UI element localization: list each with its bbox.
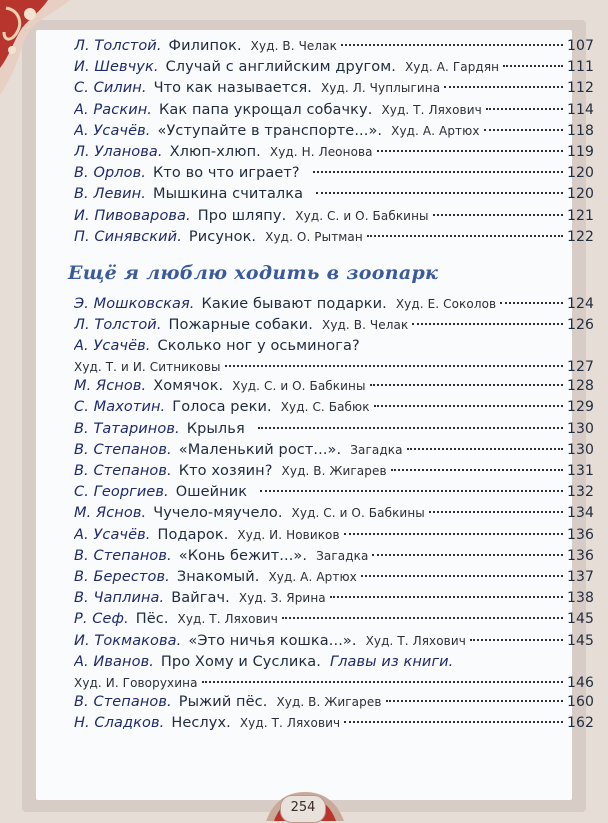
leader-dots bbox=[260, 490, 563, 492]
toc-entry bbox=[74, 59, 594, 80]
entry-title: «Маленький рост...». bbox=[178, 441, 342, 458]
entry-page: 130 bbox=[566, 441, 594, 458]
entry-author: И. Шевчук. bbox=[74, 59, 159, 76]
leader-dots bbox=[377, 150, 563, 152]
toc-block-top bbox=[74, 38, 594, 250]
toc-entry bbox=[74, 229, 594, 250]
entry-title: «Конь бежит...». bbox=[178, 547, 308, 564]
toc-entry bbox=[74, 654, 594, 675]
entry-illustrator: Худ. Е. Соколов bbox=[395, 296, 497, 311]
entry-page: 107 bbox=[566, 38, 594, 54]
leader-dots bbox=[407, 448, 563, 450]
toc-entry bbox=[74, 505, 594, 526]
toc-block-a bbox=[74, 296, 594, 338]
entry-page: 129 bbox=[566, 399, 594, 416]
entry-page: 120 bbox=[566, 165, 594, 182]
entry-title: Рисунок. bbox=[188, 228, 257, 245]
leader-dots bbox=[202, 681, 563, 683]
leader-dots bbox=[486, 108, 563, 110]
entry-title: «Уступайте в транспорте...». bbox=[157, 122, 383, 139]
entry-page: 122 bbox=[566, 228, 594, 245]
entry-page: 162 bbox=[566, 714, 594, 731]
entry-illustrator: Загадка bbox=[316, 548, 369, 563]
entry-author: В. Степанов. bbox=[74, 463, 172, 479]
entry-author: А. Раскин. bbox=[74, 101, 153, 118]
leader-dots bbox=[412, 323, 563, 325]
entry-author: С. Махотин. bbox=[74, 399, 166, 416]
toc-entry-continuation bbox=[74, 675, 594, 694]
leader-dots bbox=[344, 533, 563, 535]
entry-author: Л. Толстой. bbox=[74, 38, 162, 54]
entry-illustrator: Худ. Л. Чуплыгина bbox=[320, 81, 441, 96]
entry-author: И. Токмакова. bbox=[74, 632, 182, 649]
toc-entry bbox=[74, 715, 594, 736]
toc-block-b bbox=[74, 378, 594, 653]
entry-title: Ошейник bbox=[175, 484, 248, 501]
corner-ornament bbox=[0, 0, 70, 95]
toc-entry bbox=[74, 378, 594, 399]
leader-dots bbox=[313, 171, 563, 173]
entry-author: Э. Мошковская. bbox=[74, 295, 195, 312]
entry-illustrator: Худ. А. Артюх bbox=[268, 569, 357, 584]
entry-illustrator: Худ. О. Рытман bbox=[265, 229, 363, 244]
entry-title: Случай с английским другом. bbox=[165, 59, 396, 76]
entry-illustrator: Худ. В. Жигарев bbox=[276, 694, 382, 709]
entry-page: 126 bbox=[566, 317, 594, 334]
leader-dots bbox=[370, 384, 563, 386]
entry-title: Про Хому и Суслика. bbox=[160, 653, 321, 670]
leader-dots bbox=[258, 427, 563, 429]
entry-page: 111 bbox=[566, 59, 594, 76]
toc-entry bbox=[74, 548, 594, 569]
entry-illustrator: Худ. Т. и И. Ситниковы bbox=[74, 360, 221, 375]
entry-title: Хомячок. bbox=[153, 378, 224, 395]
entry-author: В. Орлов. bbox=[74, 165, 146, 182]
toc-entry bbox=[74, 208, 594, 229]
toc-entry bbox=[74, 144, 594, 165]
entry-page: 146 bbox=[566, 674, 594, 691]
entry-title: Неслух. bbox=[171, 714, 231, 731]
entry-illustrator: Худ. С. и О. Бабкины bbox=[232, 379, 366, 394]
entry-page: 160 bbox=[566, 693, 594, 710]
section-title: Ещё я люблю ходить в зоопарк bbox=[68, 261, 439, 284]
toc-entry bbox=[74, 296, 594, 317]
entry-author: И. Пивоварова. bbox=[74, 207, 191, 224]
entry-illustrator: Худ. Т. Ляхович bbox=[365, 633, 466, 648]
entry-author: С. Георгиев. bbox=[74, 484, 169, 501]
leader-dots bbox=[316, 192, 563, 194]
toc-entry bbox=[74, 38, 594, 59]
leader-dots bbox=[372, 554, 563, 556]
toc-entry bbox=[74, 442, 594, 463]
entry-page: 118 bbox=[566, 122, 594, 139]
toc-entry bbox=[74, 338, 594, 359]
entry-title: Хлюп-хлюп. bbox=[169, 143, 261, 160]
entry-page: 127 bbox=[566, 359, 594, 376]
entry-title: Чучело-мяучело. bbox=[153, 505, 283, 522]
entry-author: С. Силин. bbox=[74, 80, 147, 97]
leader-dots bbox=[391, 469, 563, 471]
entry-page: 132 bbox=[566, 484, 594, 501]
entry-illustrator: Худ. Т. Ляхович bbox=[381, 102, 482, 117]
entry-author: А. Иванов. bbox=[74, 653, 154, 670]
entry-title: Подарок. bbox=[157, 526, 229, 543]
entry-page: 136 bbox=[566, 547, 594, 564]
entry-author: П. Синявский. bbox=[74, 228, 182, 245]
entry-page: 120 bbox=[566, 186, 594, 203]
toc-entry bbox=[74, 611, 594, 632]
entry-author: В. Чаплина. bbox=[74, 590, 165, 607]
toc-entry bbox=[74, 165, 594, 186]
entry-title: Мышкина считалка bbox=[152, 186, 304, 203]
table-of-contents bbox=[68, 38, 594, 736]
entry-title: «Это ничья кошка...». bbox=[188, 632, 357, 649]
entry-title: Как папа укрощал собачку. bbox=[159, 101, 373, 118]
toc-entry bbox=[74, 123, 594, 144]
entry-page: 114 bbox=[566, 101, 594, 118]
toc-entry bbox=[74, 484, 594, 505]
entry-author: В. Степанов. bbox=[74, 441, 172, 458]
toc-entry bbox=[74, 317, 594, 338]
entry-illustrator: Худ. В. Жигарев bbox=[281, 464, 387, 478]
entry-author: В. Берестов. bbox=[74, 568, 170, 585]
entry-author: В. Степанов. bbox=[74, 547, 172, 564]
entry-title: Рыжий пёс. bbox=[178, 693, 268, 710]
page-number: 254 bbox=[280, 795, 326, 823]
toc-entry bbox=[74, 399, 594, 420]
entry-illustrator: Худ. Т. Ляхович bbox=[239, 715, 341, 730]
entry-title: Пёс. bbox=[135, 611, 169, 628]
entry-author: В. Левин. bbox=[74, 186, 146, 203]
entry-author: Р. Сеф. bbox=[74, 611, 129, 628]
leader-dots bbox=[433, 214, 563, 216]
leader-dots bbox=[330, 596, 563, 598]
entry-author: Л. Толстой. bbox=[74, 317, 162, 334]
entry-illustrator: Худ. З. Ярина bbox=[238, 591, 326, 606]
toc-entry bbox=[74, 102, 594, 123]
entry-author: В. Степанов. bbox=[74, 693, 172, 710]
leader-dots bbox=[225, 365, 563, 367]
toc-entry-continuation bbox=[74, 359, 594, 378]
entry-author: Л. Уланова. bbox=[74, 143, 163, 160]
entry-illustrator: Худ. С. и О. Бабкины bbox=[291, 506, 425, 521]
entry-page: 124 bbox=[566, 295, 594, 312]
toc-entry bbox=[74, 569, 594, 590]
entry-page: 112 bbox=[566, 80, 594, 97]
toc-entry bbox=[74, 694, 594, 715]
entry-illustrator: Худ. И. Говорухина bbox=[74, 675, 198, 690]
leader-dots bbox=[361, 575, 563, 577]
entry-title: Кто во что играет? bbox=[152, 165, 300, 182]
leader-dots bbox=[282, 617, 563, 619]
entry-author: М. Яснов. bbox=[74, 378, 147, 395]
entry-title: Знакомый. bbox=[176, 568, 260, 585]
leader-dots bbox=[470, 639, 563, 641]
leader-dots bbox=[500, 302, 563, 304]
entry-author: А. Усачёв. bbox=[74, 526, 151, 543]
entry-page: 145 bbox=[566, 611, 594, 628]
entry-illustrator: Худ. А. Гардян bbox=[404, 60, 500, 75]
toc-entry bbox=[74, 527, 594, 548]
toc-entry bbox=[74, 186, 594, 207]
leader-dots bbox=[503, 65, 563, 67]
entry-title: Филипок. bbox=[168, 38, 242, 54]
toc-entry bbox=[74, 463, 594, 484]
entry-illustrator: Загадка bbox=[350, 442, 403, 457]
entry-title: Крылья bbox=[186, 420, 245, 437]
entry-illustrator: Худ. С. Бабюк bbox=[280, 400, 370, 415]
leader-dots bbox=[374, 405, 563, 407]
entry-title: Голоса реки. bbox=[172, 399, 272, 416]
entry-title: Кто хозяин? bbox=[178, 463, 273, 479]
entry-page: 137 bbox=[566, 568, 594, 585]
entry-illustrator: Худ. С. и О. Бабкины bbox=[295, 208, 429, 223]
toc-entry bbox=[74, 80, 594, 101]
entry-title: Вайгач. bbox=[171, 590, 230, 607]
entry-page: 119 bbox=[566, 143, 594, 160]
entry-title: Пожарные собаки. bbox=[168, 317, 313, 334]
entry-author: В. Татаринов. bbox=[74, 420, 180, 437]
entry-illustrator: Худ. Т. Ляхович bbox=[177, 612, 278, 627]
entry-author: М. Яснов. bbox=[74, 505, 147, 522]
toc-entry bbox=[74, 633, 594, 654]
entry-page: 136 bbox=[566, 526, 594, 543]
entry-page: 145 bbox=[566, 632, 594, 649]
toc-block-c bbox=[74, 694, 594, 736]
entry-illustrator: Худ. Н. Леонова bbox=[269, 144, 373, 159]
toc-entry bbox=[74, 590, 594, 611]
leader-dots bbox=[341, 44, 563, 46]
entry-page: 130 bbox=[566, 420, 594, 437]
entry-page: 138 bbox=[566, 590, 594, 607]
leader-dots bbox=[367, 235, 563, 237]
entry-author: Н. Сладков. bbox=[74, 714, 165, 731]
entry-author: А. Усачёв. bbox=[74, 338, 151, 355]
entry-page: 131 bbox=[566, 463, 594, 479]
entry-title: Сколько ног у осьминога? bbox=[157, 338, 360, 355]
entry-illustrator: Худ. В. Челак bbox=[250, 39, 337, 53]
entry-illustrator: Худ. И. Новиков bbox=[237, 527, 340, 542]
leader-dots bbox=[386, 700, 563, 702]
entry-illustrator: Худ. А. Артюх bbox=[391, 123, 480, 138]
leader-dots bbox=[344, 721, 563, 723]
leader-dots bbox=[484, 129, 563, 131]
entry-page: 134 bbox=[566, 505, 594, 522]
entry-illustrator: Худ. В. Челак bbox=[322, 318, 409, 333]
leader-dots bbox=[444, 86, 563, 88]
entry-note: Главы из книги. bbox=[330, 653, 454, 670]
entry-title: Какие бывают подарки. bbox=[201, 295, 387, 312]
toc-entry bbox=[74, 421, 594, 442]
entry-page: 121 bbox=[566, 207, 594, 224]
leader-dots bbox=[429, 511, 563, 513]
entry-author: А. Усачёв. bbox=[74, 122, 151, 139]
entry-page: 128 bbox=[566, 378, 594, 395]
entry-title: Что как называется. bbox=[153, 80, 312, 97]
entry-title: Про шляпу. bbox=[197, 207, 287, 224]
